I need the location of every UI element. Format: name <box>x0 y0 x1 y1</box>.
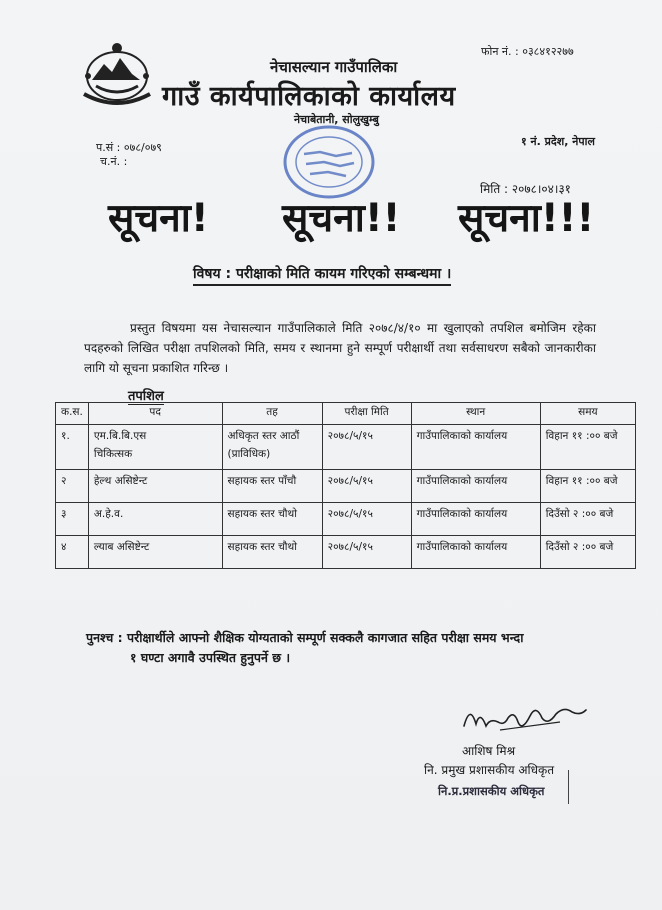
notice-date: मिति : २०७८।०४।३१ <box>480 182 571 196</box>
cell-post-line1: एम.बि.बि.एस <box>93 430 147 442</box>
dispatch-number: च.नं. : <box>100 155 128 168</box>
cell-serial: १. <box>56 425 89 470</box>
municipality-name: नेचासल्यान गाउँपालिका <box>270 58 398 76</box>
cell-post: अ.हे.व. <box>88 503 222 536</box>
notice-heading-2: सूचना!! <box>282 196 401 241</box>
notice-heading-1: सूचना! <box>108 196 209 241</box>
table-row <box>56 470 636 503</box>
cell-serial: ४ <box>56 536 89 569</box>
cell-serial: ३ <box>56 503 89 536</box>
reference-number: प.सं : ०७८/०७९ <box>96 141 162 154</box>
cell-time: दिउँसो २ :०० बजे <box>540 503 635 536</box>
province-label: १ नं. प्रदेश, नेपाल <box>521 135 595 148</box>
cell-exam-date: २०७८/५/१५ <box>322 503 411 536</box>
header-post: पद <box>88 403 222 425</box>
header-level: तह <box>222 403 322 425</box>
table-row <box>56 425 636 470</box>
cell-post-line2: चिकित्सक <box>93 448 133 460</box>
cell-place: गाउँपालिकाको कार्यालय <box>411 536 540 569</box>
cell-time: दिउँसो २ :०० बजे <box>540 536 635 569</box>
postscript-line1: पुनश्च : परीक्षार्थीले आफ्नो शैक्षिक योग्यताको सम्पूर्ण सक्कलै कागजात सहित परीक्षा समय भन्दा <box>86 630 524 645</box>
cell-exam-date: २०७८/५/१५ <box>322 470 411 503</box>
notice-body: प्रस्तुत विषयमा यस नेचासल्यान गाउँपालिकाले मिति २०७८/४/१० मा खुलाएको तपशिल बमोजिम रहेका पदहरुको लिखित परीक्षा तपशिलको मिति, समय र स्थानमा हुने सम्पूर्ण परीक्षार्थी तथा सर्वसाधरण सबैको जानकारीका लागि यो सूचना प्रकाशित गरिन्छ । <box>84 321 596 375</box>
cell-level: सहायक स्तर चौथो <box>222 536 322 569</box>
cell-exam-date: २०७८/५/१५ <box>322 425 411 470</box>
signatory-designation: नि. प्रमुख प्रशासकीय अधिकृत <box>424 763 555 777</box>
cell-place: गाउँपालिकाको कार्यालय <box>411 425 540 470</box>
cell-time: विहान ११ :०० बजे <box>540 425 635 470</box>
table-header-row <box>56 403 636 425</box>
header-time: समय <box>540 403 635 425</box>
signatory-stamp: नि.प्र.प्रशासकीय अधिकृत <box>438 784 545 798</box>
cell-place: गाउँपालिकाको कार्यालय <box>411 503 540 536</box>
cell-exam-date: २०७८/५/१५ <box>322 536 411 569</box>
notice-heading-3: सूचना!!! <box>458 196 595 241</box>
notice-subject: विषय : परीक्षाको मिति कायम गरिएको सम्बन्धमा । <box>193 264 451 286</box>
cell-level: सहायक स्तर चौथो <box>222 503 322 536</box>
nepal-emblem-icon <box>74 36 160 110</box>
cell-time: विहान ११ :०० बजे <box>540 470 635 503</box>
cell-post <box>88 425 222 470</box>
header-exam-date: परीक्षा मिति <box>322 403 411 425</box>
header-place: स्थान <box>411 403 540 425</box>
cell-level-line2: (प्राविधिक) <box>227 448 271 460</box>
postscript <box>86 628 586 668</box>
cell-level-line1: अधिकृत स्तर आठौं <box>227 430 300 442</box>
cell-place: गाउँपालिकाको कार्यालय <box>411 470 540 503</box>
header-serial: क.स. <box>56 403 89 425</box>
phone-number: फोन नं. : ०३८४१२२७७ <box>481 45 574 58</box>
handwritten-signature-icon <box>460 696 590 740</box>
table-row <box>56 503 636 536</box>
postscript-line2: १ घण्टा अगावै उपस्थित हुनुपर्ने छ । <box>130 650 291 665</box>
cell-level: सहायक स्तर पाँचौ <box>222 470 322 503</box>
cell-serial: २ <box>56 470 89 503</box>
cell-post: हेल्थ असिष्टेन्ट <box>88 470 222 503</box>
signatory-name: आशिष मिश्र <box>462 744 516 758</box>
exam-schedule-table <box>55 402 636 569</box>
stamp-divider <box>568 770 569 804</box>
cell-post: ल्याब असिष्टेन्ट <box>88 536 222 569</box>
office-address: नेचाबेतानी, सोलुखुम्बु <box>294 113 379 126</box>
table-row <box>56 536 636 569</box>
table-caption: तपशिल <box>128 386 164 405</box>
cell-level <box>222 425 322 470</box>
office-title: गाउँ कार्यपालिकाको कार्यालय <box>162 81 456 112</box>
